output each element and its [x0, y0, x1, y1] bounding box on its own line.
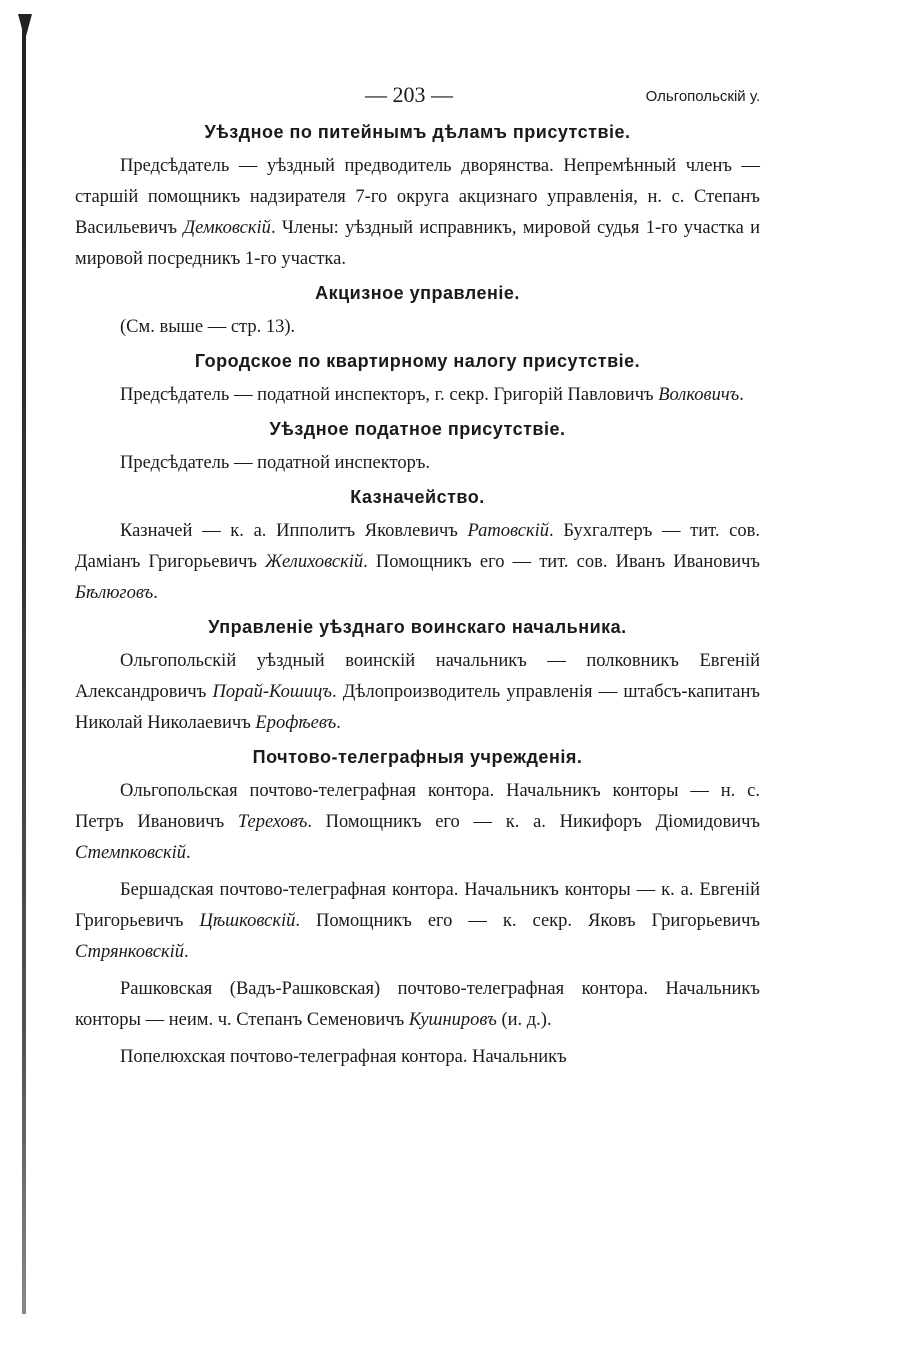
section-title: Уѣздное податное присутствіе.: [269, 419, 566, 439]
text-run: .: [153, 583, 158, 603]
person-surname: Цѣшковскій: [199, 911, 296, 931]
section-paragraph: [75, 151, 760, 275]
section-paragraph: [75, 1042, 760, 1073]
text-run: (и. д.).: [496, 1010, 552, 1030]
text-run: Попелюхская почтово-телеграфная контора. Начальникъ: [120, 1047, 567, 1067]
text-run: (См. выше — стр. 13).: [120, 317, 296, 337]
section-title: Почтово-телеграфныя учрежденія.: [252, 747, 583, 767]
person-surname: Желиховскій: [265, 552, 364, 572]
section-paragraph: [75, 875, 760, 968]
page-content: [75, 122, 760, 1073]
section-paragraph: [75, 380, 760, 411]
text-run: . Дѣлопроизводитель управленія — штабсъ-капитанъ Николай Николаевичъ: [75, 682, 760, 733]
text-run: Ольгопольскій уѣздный воинскій начальникъ — полковникъ Евгеній Александровичъ: [75, 651, 760, 702]
text-run: .: [739, 385, 744, 405]
text-run: Предсѣдатель — податной инспекторъ.: [120, 453, 431, 473]
person-surname: Стемпковскій: [75, 843, 187, 863]
text-run: Казначей — к. а. Ипполитъ Яковлевичъ: [120, 521, 468, 541]
section-title: Уѣздное по питейнымъ дѣламъ присутствіе.: [204, 122, 631, 142]
person-surname: Ратовскій: [467, 521, 550, 541]
text-run: Бершадская почтово-телеграфная контора. Начальникъ конторы — к. а. Евгеній Григорьевичъ: [75, 880, 760, 931]
section-title: Городское по квартирному налогу присутствіе.: [194, 351, 641, 371]
binding-bar: [22, 24, 26, 1314]
section-paragraph: [75, 974, 760, 1036]
page-binding-edge: [18, 14, 32, 1314]
text-run: .: [186, 843, 191, 863]
text-run: . Помощникъ его — к. а. Никифоръ Діомидовичъ: [307, 812, 760, 832]
section-paragraph: [75, 776, 760, 869]
text-run: .: [336, 713, 341, 733]
section-title: Акцизное управленіе.: [315, 283, 520, 303]
text-run: Предсѣдатель — уѣздный предводитель дворянства. Непремѣнный членъ — старшій помощникъ надзирателя 7-го округа акцизнаго управленія, н. с. Степанъ Васильевичъ: [75, 156, 760, 238]
person-surname: Тереховъ: [237, 812, 308, 832]
page-header: [75, 78, 760, 114]
person-surname: Стрянковскій: [75, 942, 184, 962]
text-run: . Помощникъ его — тит. сов. Иванъ Ивановичъ: [363, 552, 760, 572]
section-paragraph: [75, 516, 760, 609]
running-title: Ольгопольскій у.: [645, 88, 760, 105]
page-number: — 203 —: [365, 82, 453, 107]
text-run: Ольгопольская почтово-телеграфная контора. Начальникъ конторы — н. с. Петръ Ивановичъ: [75, 781, 760, 832]
text-run: .: [184, 942, 189, 962]
text-run: . Помощникъ его — к. секр. Яковъ Григорьевичъ: [295, 911, 760, 931]
person-surname: Кушнировъ: [408, 1010, 497, 1030]
person-surname: Бѣлюговъ: [75, 583, 154, 603]
text-run: Предсѣдатель — податной инспекторъ, г. секр. Григорій Павловичъ: [120, 385, 659, 405]
person-surname: Ерофѣевъ: [255, 713, 337, 733]
text-run: . Бухгалтеръ — тит. сов. Даміанъ Григорьевичъ: [75, 521, 760, 572]
section-paragraph: [75, 312, 760, 343]
person-surname: Порай-Кошицъ: [212, 682, 332, 702]
text-run: Рашковская (Вадъ-Рашковская) почтово-телеграфная контора. Начальникъ конторы — неим. ч. Степанъ Семеновичъ: [75, 979, 760, 1030]
person-surname: Демковскій: [183, 218, 271, 238]
person-surname: Волковичъ: [658, 385, 740, 405]
section-title: Управленіе уѣзднаго воинскаго начальника.: [208, 617, 627, 637]
section-title: Казначейство.: [350, 487, 485, 507]
section-paragraph: [75, 646, 760, 739]
document-page: [75, 78, 760, 1079]
section-paragraph: [75, 448, 760, 479]
text-run: . Члены: уѣздный исправникъ, мировой судья 1-го участка и мировой посредникъ 1-го участка.: [75, 218, 760, 269]
